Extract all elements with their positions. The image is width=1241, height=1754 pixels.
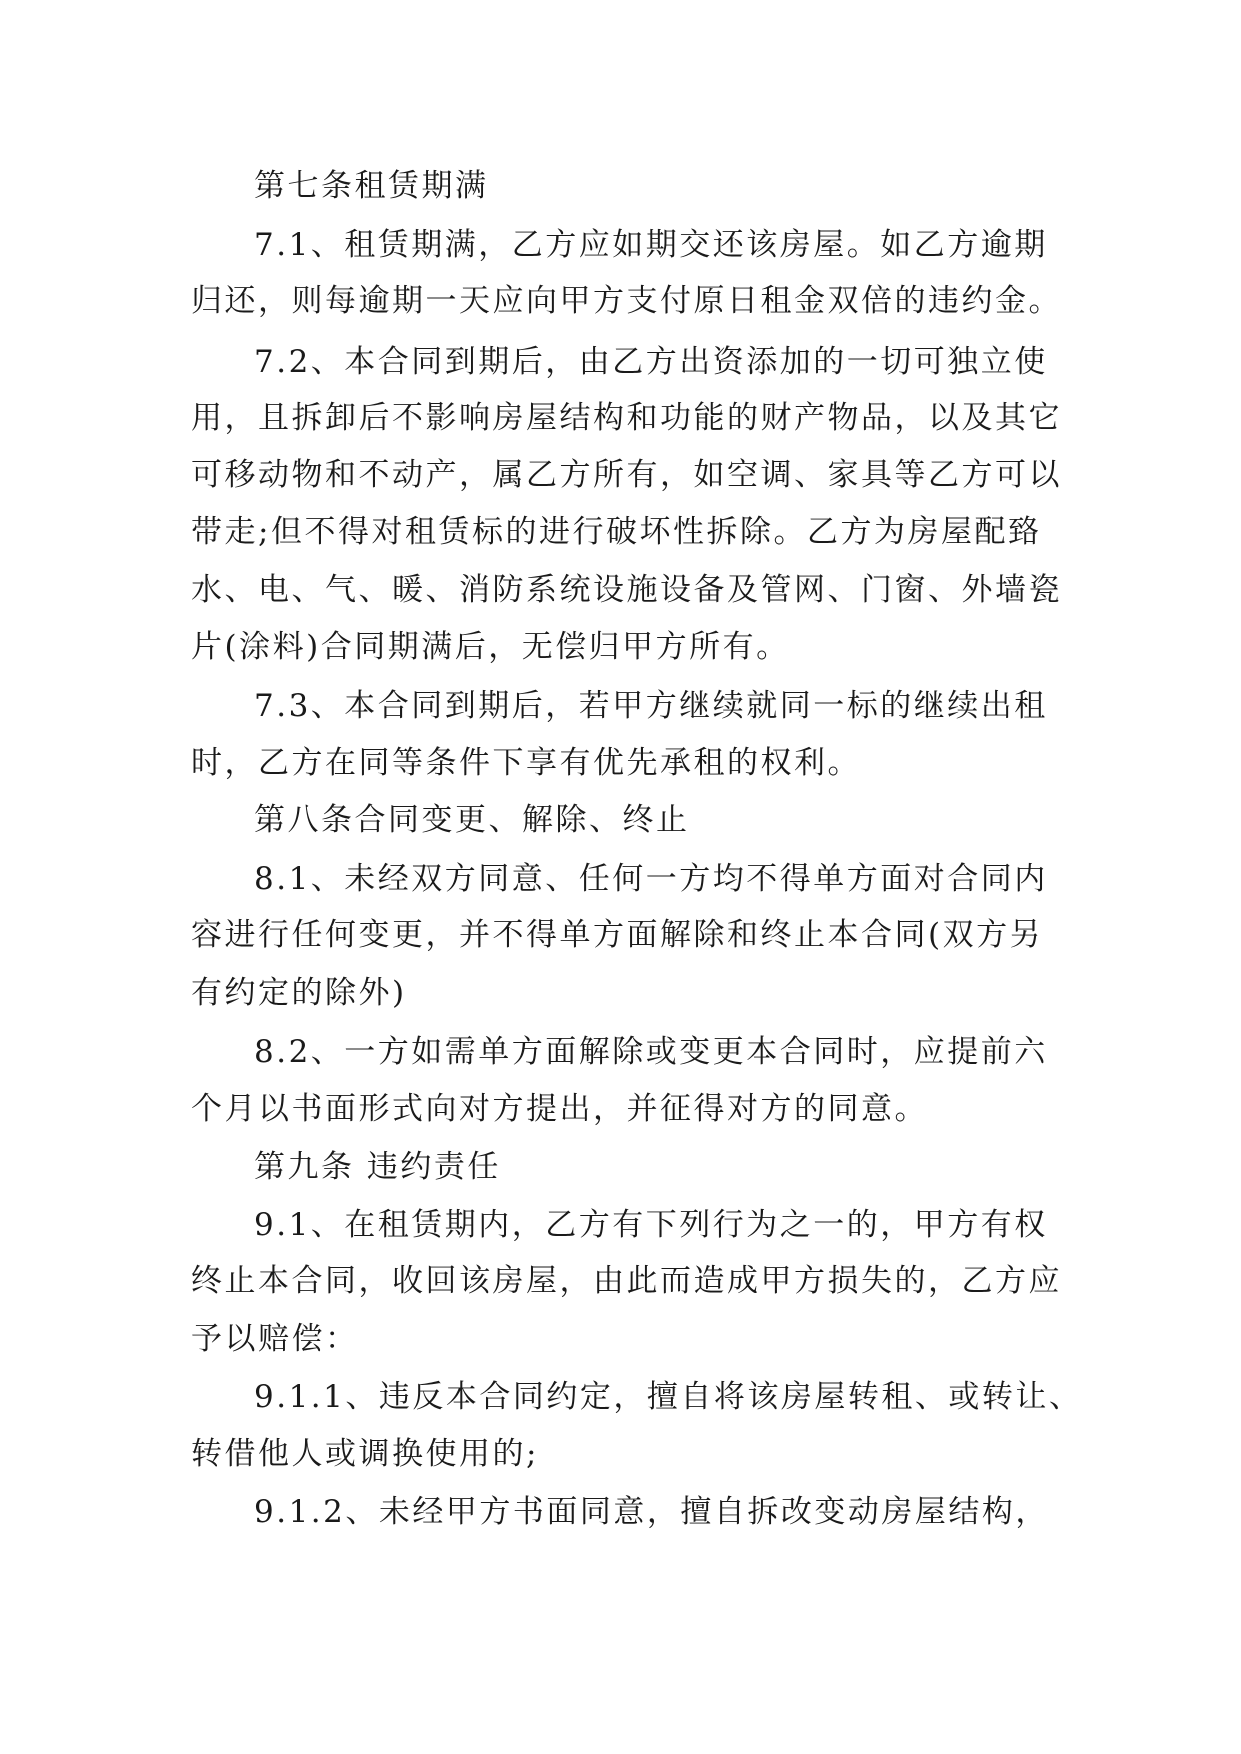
article-9-heading: 第九条 违约责任 bbox=[254, 1149, 501, 1185]
paragraph-line: 8.2、一方如需单方面解除或变更本合同时，应提前六 bbox=[254, 1034, 1048, 1070]
paragraph-line: 时，乙方在同等条件下享有优先承租的权利。 bbox=[191, 745, 861, 781]
paragraph-line: 7.3、本合同到期后，若甲方继续就同一标的继续出租 bbox=[254, 688, 1048, 724]
paragraph-line: 可移动物和不动产，属乙方所有，如空调、家具等乙方可以 bbox=[191, 457, 1062, 493]
paragraph-line: 用，且拆卸后不影响房屋结构和功能的财产物品，以及其它 bbox=[191, 400, 1062, 436]
paragraph-line: 水、电、气、暖、消防系统设施设备及管网、门窗、外墙瓷 bbox=[191, 572, 1062, 608]
paragraph-line: 个月以书面形式向对方提出，并征得对方的同意。 bbox=[191, 1091, 928, 1127]
paragraph-line: 9.1.1、违反本合同约定，擅自将该房屋转租、或转让、 bbox=[254, 1379, 1083, 1415]
article-7-heading: 第七条租赁期满 bbox=[254, 168, 489, 204]
paragraph-line: 归还，则每逾期一天应向甲方支付原日租金双倍的违约金。 bbox=[191, 283, 1062, 319]
paragraph-line: 容进行任何变更，并不得单方面解除和终止本合同(双方另 bbox=[191, 917, 1044, 953]
paragraph-line: 有约定的除外) bbox=[191, 975, 407, 1011]
paragraph-line: 片(涂料)合同期满后，无偿归甲方所有。 bbox=[191, 629, 790, 665]
paragraph-line: 终止本合同，收回该房屋，由此而造成甲方损失的，乙方应 bbox=[191, 1263, 1062, 1299]
paragraph-line: 予以赔偿： bbox=[191, 1321, 359, 1357]
paragraph-line: 9.1.2、未经甲方书面同意，擅自拆改变动房屋结构， bbox=[254, 1494, 1049, 1530]
article-8-heading: 第八条合同变更、解除、终止 bbox=[254, 802, 690, 838]
paragraph-line: 8.1、未经双方同意、任何一方均不得单方面对合同内 bbox=[254, 861, 1048, 897]
paragraph-line: 7.1、租赁期满，乙方应如期交还该房屋。如乙方逾期 bbox=[254, 227, 1048, 263]
paragraph-line: 转借他人或调换使用的; bbox=[191, 1436, 539, 1472]
paragraph-line: 7.2、本合同到期后，由乙方出资添加的一切可独立使 bbox=[254, 344, 1048, 380]
paragraph-line: 带走;但不得对租赁标的进行破坏性拆除。乙方为房屋配臵 bbox=[191, 514, 1042, 550]
paragraph-line: 9.1、在租赁期内，乙方有下列行为之一的，甲方有权 bbox=[254, 1207, 1048, 1243]
